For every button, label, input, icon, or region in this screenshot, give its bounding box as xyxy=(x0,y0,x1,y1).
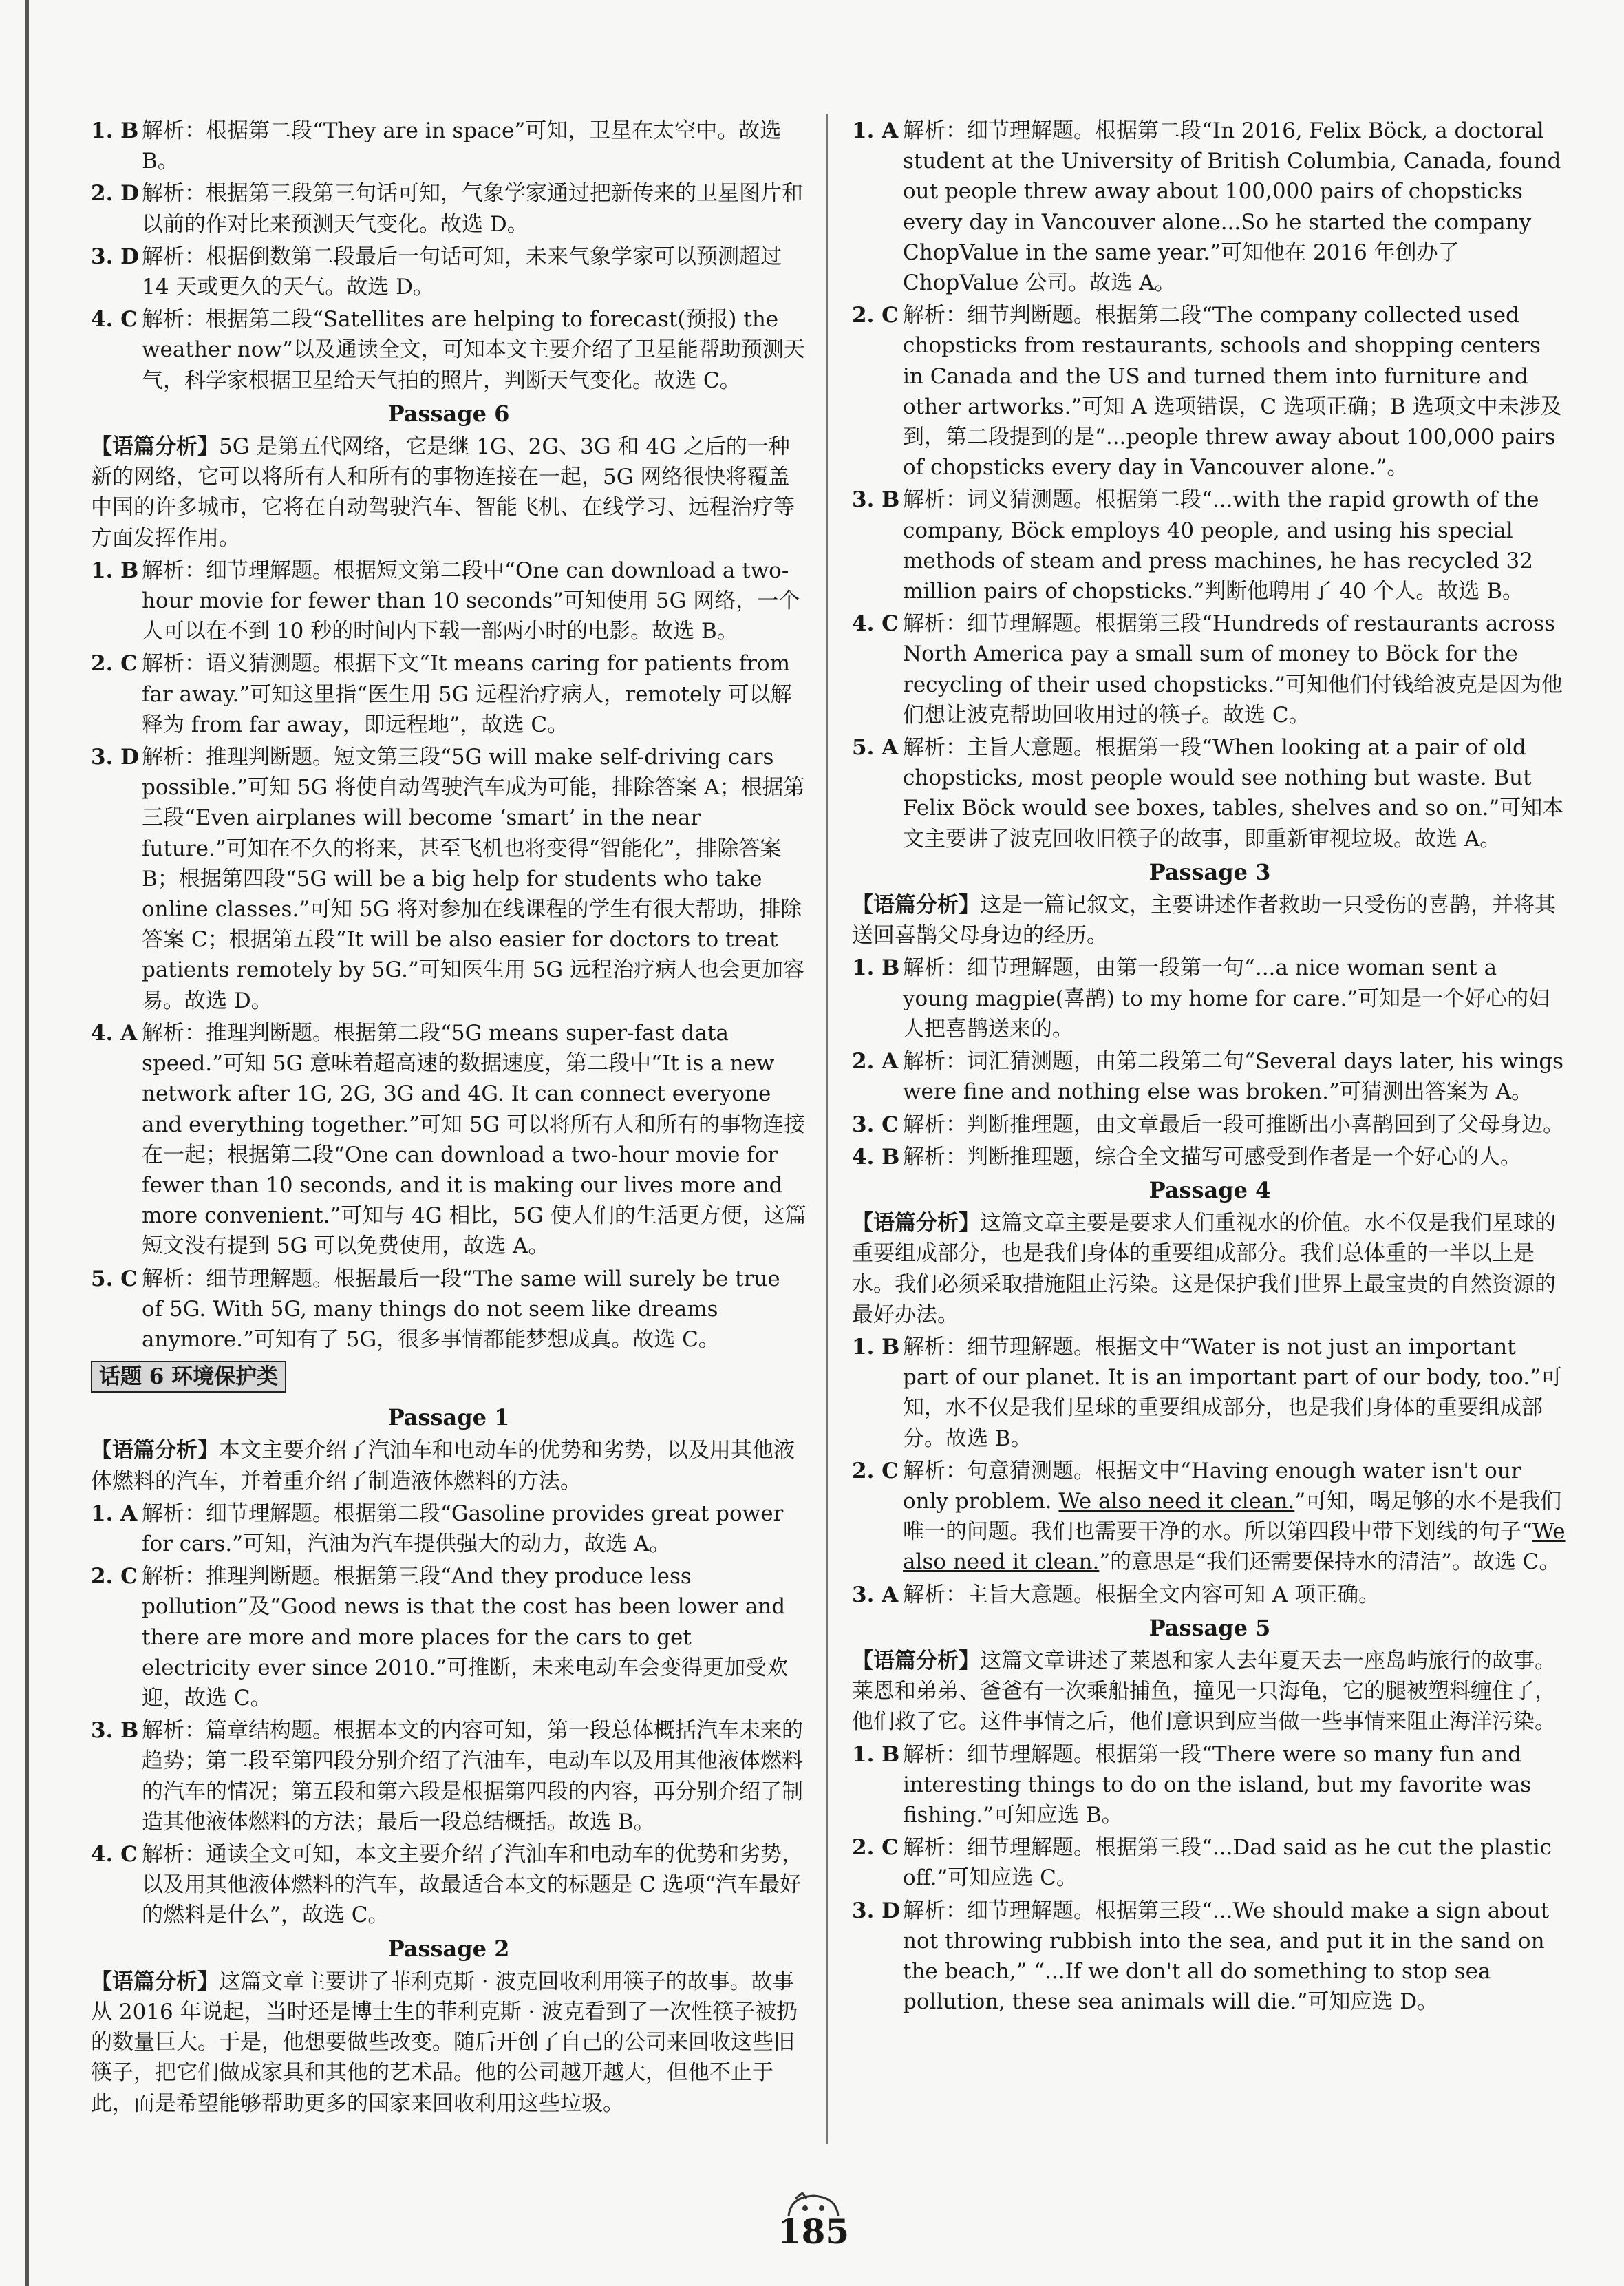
answer-number: 1. B xyxy=(91,558,139,583)
answer-number: 3. A xyxy=(852,1582,899,1607)
answer-number: 3. B xyxy=(852,487,900,513)
answer-text: 解析：判断推理题，综合全文描写可感受到作者是一个好心的人。 xyxy=(903,1144,1521,1170)
passage-5-analysis xyxy=(852,1646,1568,1737)
answer-item xyxy=(91,1715,806,1837)
page-number-badge xyxy=(762,2192,864,2261)
analysis-tag: 【语篇分析】 xyxy=(91,1438,219,1463)
analysis-tag: 【语篇分析】 xyxy=(852,1648,980,1673)
answer-text: 解析：细节理解题。根据第一段“There were so many fun and interesting things to do on the island, but my favorite was fishing.”可知应选 B。 xyxy=(903,1742,1532,1828)
right-column xyxy=(852,116,1568,2019)
answer-number: 1. B xyxy=(91,118,139,143)
answer-number: 1. A xyxy=(852,118,899,143)
answer-item xyxy=(91,178,806,239)
passage-4-analysis xyxy=(852,1208,1568,1330)
answer-text: 解析：细节判断题。根据第二段“The company collected used chopsticks from restaurants, schools and shopping centers in Canada and the US and turned them into furniture and other artworks.”可知 A 选项错误，C 选项正确；B 选项文中未涉及到，第二段提到的是“...people threw away about 100,000 pairs of chopsticks every day in Vancouver alone.”。 xyxy=(903,303,1562,480)
answer-number: 5. C xyxy=(91,1266,138,1291)
answer-item xyxy=(91,1839,806,1931)
answer-text: 解析：细节理解题。根据第三段“...Dad said as he cut the plastic off.”可知应选 C。 xyxy=(903,1835,1552,1891)
passage-1-title: Passage 1 xyxy=(387,1404,510,1431)
answer-item xyxy=(852,1110,1568,1140)
passage-5-answers xyxy=(852,1739,1568,2018)
answer-item xyxy=(852,1739,1568,1831)
analysis-text: 这是一篇记叙文，主要讲述作者救助一只受伤的喜鹊，并将其送回喜鹊父母身边的经历。 xyxy=(852,893,1556,949)
answer-item xyxy=(91,1499,806,1559)
answer-number: 4. C xyxy=(852,611,899,637)
answer-text: 解析：推理判断题。根据第三段“And they produce less pollution”及“Good news is that the cost has been lower and there are more and more places for the cars to get electricity ever since 2010.”可推断，未来电动车会变得更加受欢迎，故选 C。 xyxy=(142,1564,789,1711)
answer-item xyxy=(852,1332,1568,1454)
answer-number: 2. C xyxy=(91,651,138,677)
passage-3-answers xyxy=(852,953,1568,1172)
answer-item xyxy=(91,304,806,396)
underlined-sentence: We also need it clean. xyxy=(903,1519,1566,1575)
answer-text: 解析：词义猜测题。根据第二段“...with the rapid growth of the company, Böck employs 40 people, and using his special methods of steam and press machines, he has recycled 32 million pairs of chopsticks.”判断他聘用了 40 个人。故选 B。 xyxy=(903,487,1539,604)
answer-item xyxy=(91,242,806,302)
answer-text: 解析：细节理解题。根据文中“Water is not just an important part of our planet. It is an important part of our body, too.”可知，水不仅是我们星球的重要组成部分，也是我们身体的重要组成部分。故选 B。 xyxy=(903,1334,1563,1451)
answer-number: 4. C xyxy=(91,1841,138,1867)
answer-text-part: ”可知，喝足够的水不是我们唯一的问题。我们也需要干净的水。所以第四段中带下划线的句子“ xyxy=(903,1488,1562,1545)
topic-label: 话题 6 环境保护类 xyxy=(91,1361,286,1393)
answer-text: 解析：细节理解题。根据第三段“Hundreds of restaurants across North America pay a small sum of money to Böck for the recycling of their used chopsticks.”可知他们付钱给波克是因为他们想让波克帮助回收用过的筷子。故选 C。 xyxy=(903,611,1563,728)
answer-number: 3. C xyxy=(852,1112,899,1137)
answer-item xyxy=(852,608,1568,730)
cartoon-head-icon xyxy=(782,2192,845,2219)
answer-item xyxy=(91,648,806,740)
analysis-tag: 【语篇分析】 xyxy=(91,434,219,460)
analysis-text: 这篇文章讲述了莱恩和家人去年夏天去一座岛屿旅行的故事。莱恩和弟弟、爸爸有一次乘船捕鱼，撞见一只海龟，它的腿被塑料缠住了，他们救了它。这件事情之后，他们意识到应当做一些事情来阻止海洋污染。 xyxy=(852,1648,1556,1735)
answer-text: 解析：通读全文可知，本文主要介绍了汽油车和电动车的优势和劣势，以及用其他液体燃料的汽车，故最适合本文的标题是 C 选项“汽车最好的燃料是什么”，故选 C。 xyxy=(142,1841,803,1928)
answer-item xyxy=(852,1142,1568,1172)
answer-number: 3. D xyxy=(91,745,140,770)
answer-number: 1. B xyxy=(852,1742,900,1767)
answer-item xyxy=(852,1832,1568,1893)
answer-number: 4. C xyxy=(91,307,138,332)
analysis-tag: 【语篇分析】 xyxy=(852,893,980,918)
answer-item xyxy=(852,732,1568,854)
answer-item xyxy=(852,116,1568,298)
answer-item xyxy=(852,1896,1568,2018)
passage-6-title: Passage 6 xyxy=(387,400,510,427)
answer-text: 解析：主旨大意题。根据第一段“When looking at a pair of old chopsticks, most people would see nothing but waste. But Felix Böck would see boxes, tables, shelves and so on.”可知本文主要讲了波克回收旧筷子的故事，即重新审视垃圾。故选 A。 xyxy=(903,735,1564,851)
answer-item xyxy=(91,555,806,647)
answer-item xyxy=(852,485,1568,606)
answer-number: 2. A xyxy=(852,1049,899,1075)
passage-1-answers xyxy=(91,1499,806,1931)
page-number: 185 xyxy=(777,2211,850,2252)
analysis-tag: 【语篇分析】 xyxy=(91,1969,219,1994)
answer-text: 解析：根据第二段“They are in space”可知，卫星在太空中。故选 B。 xyxy=(142,118,782,174)
answer-item xyxy=(91,1561,806,1713)
passage-6-answers xyxy=(91,555,806,1355)
answer-text: 解析：语义猜测题。根据下文“It means caring for patients from far away.”可知这里指“医生用 5G 远程治疗病人，remotely 可以解释为 from far away，即远程地”，故选 C。 xyxy=(142,651,792,737)
passage-3-analysis xyxy=(852,890,1568,951)
passage-6-analysis xyxy=(91,432,806,553)
answer-text: 解析：推理判断题。短文第三段“5G will make self-driving cars possible.”可知 5G 将使自动驾驶汽车成为可能，排除答案 A；根据第三段“Even airplanes will become ‘smart’ in the near future.”可知在不久的将来，甚至飞机也将变得“智能化”，排除答案 B；根据第四段“5G will be a big help for students who take online classes.”可知 5G 将对参加在线课程的学生有很大帮助，排除答案 C；根据第五段“It will be also easier for doctors to treat patients remotely by 5G.”可知医生用 5G 远程治疗病人也会更加容易。故选 D。 xyxy=(142,745,805,1013)
answer-item xyxy=(91,116,806,176)
answer-number: 5. A xyxy=(852,735,899,761)
analysis-text: 本文主要介绍了汽油车和电动车的优势和劣势，以及用其他液体燃料的汽车，并着重介绍了制造液体燃料的方法。 xyxy=(91,1438,795,1494)
answer-item xyxy=(91,1264,806,1355)
answer-text: 解析：细节理解题。根据第二段“Gasoline provides great power for cars.”可知，汽油为汽车提供强大的动力，故选 A。 xyxy=(142,1501,784,1556)
answer-text: 解析：细节理解题。根据第二段“In 2016, Felix Böck, a doctoral student at the University of British Columbia, Canada, found out people threw away about 100,000 pairs of chopsticks every day in Vancouver alone...So he started the company ChopValue in the same year.”可知他在 2016 年创办了 ChopValue 公司。故选 A。 xyxy=(903,118,1561,296)
answer-text: 解析：推理判断题。根据第二段“5G means super-fast data speed.”可知 5G 意味着超高速的数据速度，第二段中“It is a new network after 1G, 2G, 3G and 4G. It can connect everyone and everything together.”可知 5G 可以将所有人和所有的事物连接在一起；根据第二段“One can download a two-hour movie for fewer than 10 seconds, and it is making our lives more and more convenient.”可知与 4G 相比，5G 使人们的生活更方便，这篇短文没有提到 5G 可以免费使用，故选 A。 xyxy=(142,1020,806,1259)
answer-text: 解析：根据倒数第二段最后一句话可知，未来气象学家可以预测超过 14 天或更久的天气。故选 D。 xyxy=(142,244,782,300)
answer-text-part: ”的意思是“我们还需要保持水的清洁”。故选 C。 xyxy=(1099,1549,1561,1575)
answer-text: 解析：细节理解题。根据最后一段“The same will surely be true of 5G. With 5G, many things do not seem like dreams anymore.”可知有了 5G，很多事情都能梦想成真。故选 C。 xyxy=(142,1266,780,1352)
passage-2-title: Passage 2 xyxy=(387,1935,510,1962)
passage-2-answers xyxy=(852,116,1568,854)
answer-item xyxy=(852,300,1568,483)
answer-text: 解析：根据第二段“Satellites are helping to forecast(预报) the weather now”以及通读全文，可知本文主要介绍了卫星能帮助预测天气，科学家根据卫星给天气拍的照片，判断天气变化。故选 C。 xyxy=(142,307,805,393)
analysis-text: 5G 是第五代网络，它是继 1G、2G、3G 和 4G 之后的一种新的网络，它可以将所有人和所有的事物连接在一起，5G 网络很快将覆盖中国的许多城市，它将在自动驾驶汽车、智能飞机、在线学习、远程治疗等方面发挥作用。 xyxy=(91,434,795,551)
answer-text: 解析：细节理解题，由第一段第一句“...a nice woman sent a young magpie(喜鹊) to my home for care.”可知是一个好心的妇人把喜鹊送来的。 xyxy=(903,955,1550,1041)
answer-item xyxy=(852,1580,1568,1610)
answer-item xyxy=(852,1456,1568,1578)
answer-number: 3. D xyxy=(91,244,140,269)
analysis-tag: 【语篇分析】 xyxy=(852,1211,980,1236)
answer-item xyxy=(852,953,1568,1044)
answer-number: 1. B xyxy=(852,955,900,981)
passage-5-title: Passage 5 xyxy=(1148,1614,1271,1641)
answer-number: 1. B xyxy=(852,1334,900,1359)
answer-number: 1. A xyxy=(91,1501,138,1526)
answer-number: 4. A xyxy=(91,1020,138,1046)
answer-text: 解析：主旨大意题。根据全文内容可知 A 项正确。 xyxy=(903,1582,1380,1607)
answer-number: 3. B xyxy=(91,1718,139,1744)
answer-item xyxy=(91,1018,806,1262)
answer-text: 解析：根据第三段第三句话可知，气象学家通过把新传来的卫星图片和以前的作对比来预测天气变化。故选 D。 xyxy=(142,181,803,237)
answer-item xyxy=(852,1046,1568,1107)
passage-1-analysis xyxy=(91,1435,806,1496)
page-edge-bar xyxy=(25,0,29,2286)
answer-number: 2. C xyxy=(852,1458,899,1483)
answer-text: 解析：判断推理题，由文章最后一段可推断出小喜鹊回到了父母身边。 xyxy=(903,1112,1564,1137)
answer-item xyxy=(91,742,806,1016)
answer-number: 2. C xyxy=(91,1564,138,1589)
answer-text: 解析：词汇猜测题，由第二段第二句“Several days later, his wings were fine and nothing else was broken.”可猜测出答案为 A。 xyxy=(903,1049,1564,1105)
underlined-sentence: We also need it clean. xyxy=(1058,1488,1295,1514)
passage-2-analysis xyxy=(91,1967,806,2119)
passage-3-title: Passage 3 xyxy=(1148,858,1271,885)
passage-4-title: Passage 4 xyxy=(1148,1176,1271,1203)
answer-text: 解析：细节理解题。根据第三段“...We should make a sign about not throwing rubbish into the sea, and put it in the sand on the beach,” “...If we don't all do something to stop sea pollution, these sea animals will die.”可知应选 D。 xyxy=(903,1898,1550,2015)
answer-number: 4. B xyxy=(852,1144,900,1170)
previous-answers xyxy=(91,116,806,396)
answer-number: 2. D xyxy=(91,181,140,207)
answer-number: 2. C xyxy=(852,1835,899,1861)
answer-text: 解析：篇章结构题。根据本文的内容可知，第一段总体概括汽车未来的趋势；第二段至第四段分别介绍了汽油车，电动车以及用其他液体燃料的汽车的情况；第五段和第六段是根据第四段的内容，再分别介绍了制造其他液体燃料的方法；最后一段总结概括。故选 B。 xyxy=(142,1718,803,1834)
answer-number: 3. D xyxy=(852,1898,901,1923)
answer-text: 解析：细节理解题。根据短文第二段中“One can download a two-hour movie for fewer than 10 seconds”可知使用 5G 网络，一个人可以在不到 10 秒的时间内下载一部两小时的电影。故选 B。 xyxy=(142,558,800,644)
analysis-text: 这篇文章主要是要求人们重视水的价值。水不仅是我们星球的重要组成部分，也是我们身体的重要组成部分。我们总体重的一半以上是水。我们必须采取措施阻止污染。这是保护我们世界上最宝贵的自然资源的最好办法。 xyxy=(852,1211,1556,1327)
column-divider xyxy=(826,114,828,2144)
analysis-text: 这篇文章主要讲了菲利克斯 · 波克回收利用筷子的故事。故事从 2016 年说起，当时还是博士生的菲利克斯 · 波克看到了一次性筷子被扔的数量巨大。于是，他想要做些改变。随后开创了自己的公司来回收这些旧筷子，把它们做成家具和其他的艺术品。他的公司越开越大，但他不止于此，而是希望能够帮助更多的国家来回收利用这些垃圾。 xyxy=(91,1969,798,2116)
answer-number: 2. C xyxy=(852,303,899,328)
answer-text-part: 解析：句意猜测题。根据文中“Having enough water isn't our only problem. xyxy=(903,1458,1521,1514)
left-column xyxy=(91,116,806,2121)
